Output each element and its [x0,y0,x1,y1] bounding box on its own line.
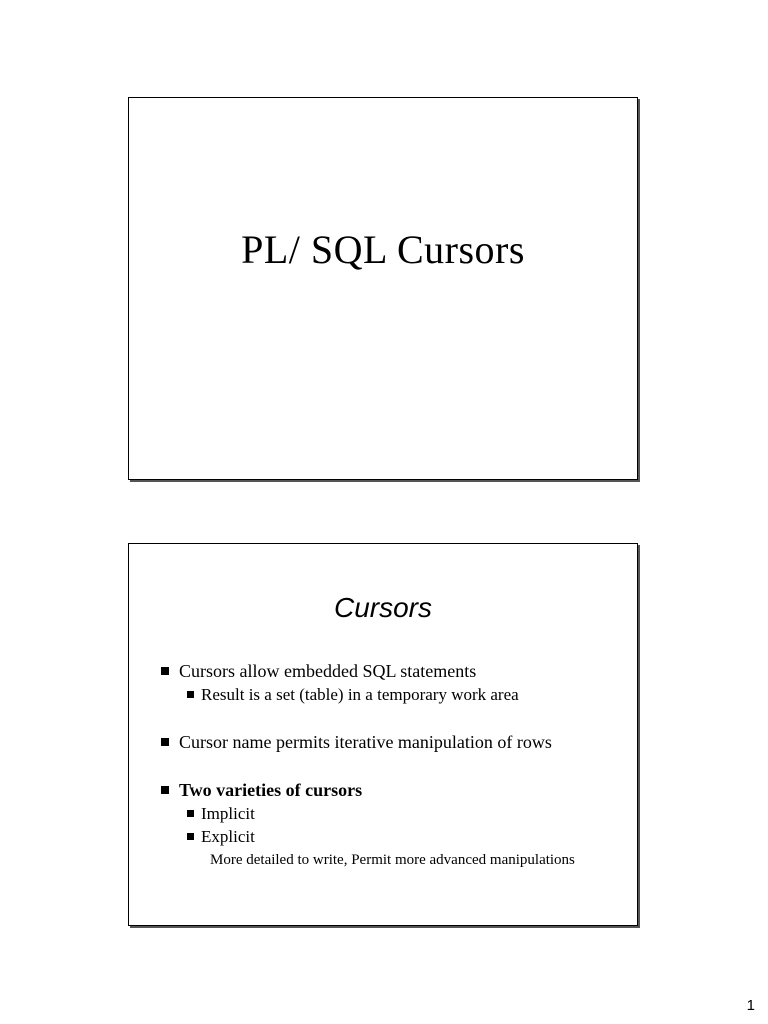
square-bullet-icon [161,667,169,675]
slide-2-title: Cursors [333,592,432,623]
bullet-text: Explicit [201,827,255,846]
square-bullet-icon [187,691,194,698]
square-bullet-icon [187,833,194,840]
bullet-text: Two varieties of cursors [179,780,363,800]
square-bullet-icon [161,738,169,746]
bullet-text: Cursors allow embedded SQL statements [179,661,477,681]
slide-2 [128,543,638,926]
bullet-text: Cursor name permits iterative manipulation of rows [179,732,552,752]
sub-bullet-item [187,804,255,824]
slide-1 [128,97,638,480]
bullet-text: Implicit [201,804,255,823]
slide-1-title: PL/ SQL Cursors [241,227,525,272]
detail-text: More detailed to write, Permit more advanced manipulations [210,852,575,868]
page-number: 1 [746,997,755,1014]
square-bullet-icon [187,810,194,817]
bullet-item [161,661,476,681]
bullet-item [161,780,362,800]
sub-bullet-item [187,827,255,847]
sub-bullet-item [187,685,519,705]
bullet-text: Result is a set (table) in a temporary work area [201,685,519,704]
square-bullet-icon [161,786,169,794]
bullet-item [161,732,552,752]
